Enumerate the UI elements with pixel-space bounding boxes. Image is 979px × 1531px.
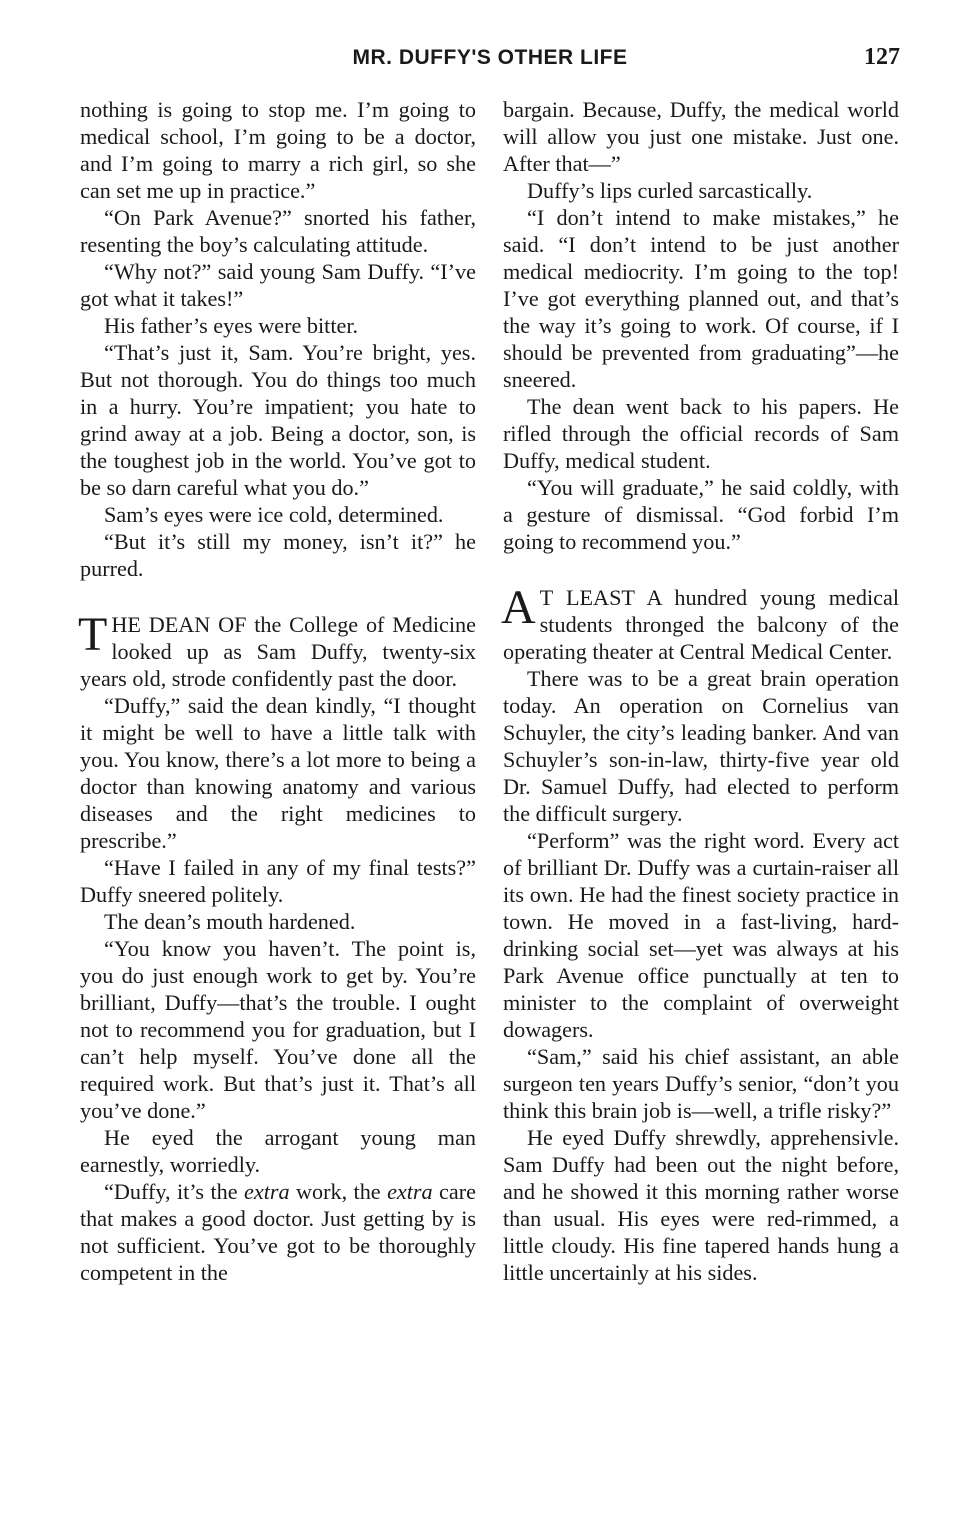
paragraph: “Perform” was the right word. Every act of brilliant Dr. Duffy was a curtain-raiser all its own. He had the finest society practice in town. He moved in a fast-living, hard-drinking social set—yet was always at his Park Avenue office punctually at ten to minister to the complaint of overweight dowagers.	[503, 828, 899, 1042]
page-number: 127	[864, 44, 900, 70]
text-run: care that makes a good doctor. Just getting by is not sufficient. You’ve got to be thoroughly competent in the	[80, 1179, 476, 1285]
running-title: MR. DUFFY'S OTHER LIFE	[352, 46, 628, 69]
paragraph: Duffy’s lips curled sarcastically.	[527, 178, 813, 203]
paragraph: “You know you haven’t. The point is, you do just enough work to get by. You’re brilliant, Duffy—that’s the trouble. I ought not to recommend you for graduation, but I can’t help myself. You’ve done all the required work. But that’s just it. That’s all you’ve done.”	[80, 936, 476, 1123]
paragraph: “Duffy,” said the dean kindly, “I thought it might be well to have a little talk with you. You know, there’s a lot more to being a doctor than knowing anatomy and various diseases and the right medicines to prescribe.”	[80, 693, 476, 853]
paragraph	[80, 1178, 476, 1286]
section-opening-paragraph	[78, 608, 476, 692]
paragraph: “Have I failed in any of my final tests?” Duffy sneered politely.	[80, 855, 476, 907]
paragraph: His father’s eyes were bitter.	[104, 313, 359, 338]
right-column	[503, 96, 899, 1286]
emphasis: extra	[387, 1179, 433, 1204]
paragraph: “That’s just it, Sam. You’re bright, yes. But not thorough. You do things too much in a hurry. You’re impatient; you hate to grind away at a job. Being a doctor, son, is the toughest job in the world. You’ve got to be so darn careful what you do.”	[80, 340, 476, 500]
paragraph: “On Park Avenue?” snorted his father, resenting the boy’s calculating attitude.	[80, 205, 476, 257]
opening-text: T LEAST A hundred young medical students thronged the balcony of the operating theater at Central Medical Center.	[503, 585, 899, 664]
text-run: work, the	[289, 1179, 388, 1204]
paragraph: “But it’s still my money, isn’t it?” he purred.	[80, 529, 476, 581]
page-header	[80, 44, 900, 80]
paragraph: “You will graduate,” he said coldly, with a gesture of dismissal. “God forbid I’m going to recommend you.”	[503, 475, 899, 554]
text-run: “Duffy, it’s the	[104, 1179, 244, 1204]
drop-cap: A	[501, 581, 536, 634]
paragraph: bargain. Because, Duffy, the medical world will allow you just one mistake. Just one. After that—”	[503, 97, 899, 176]
paragraph: He eyed the arrogant young man earnestly, worriedly.	[80, 1125, 476, 1177]
paragraph: Sam’s eyes were ice cold, determined.	[104, 502, 444, 527]
paragraph: “Why not?” said young Sam Duffy. “I’ve got what it takes!”	[80, 259, 476, 311]
paragraph: “Sam,” said his chief assistant, an able surgeon ten years Duffy’s senior, “don’t you think this brain job is—well, a trifle risky?”	[503, 1044, 899, 1123]
left-column	[80, 96, 476, 1286]
paragraph: “I don’t intend to make mistakes,” he said. “I don’t intend to be just another medical mediocrity. I’m going to the top! I’ve got everything planned out, and that’s the way it’s going to work. Of course, if I should be prevented from graduating”—he sneered.	[503, 205, 899, 392]
opening-text: HE DEAN OF the College of Medicine looked up as Sam Duffy, twenty-six years old, strode confidently past the door.	[80, 612, 476, 691]
paragraph: The dean went back to his papers. He rifled through the official records of Sam Duffy, medical student.	[503, 394, 899, 473]
paragraph: nothing is going to stop me. I’m going to medical school, I’m going to be a doctor, and I’m going to marry a rich girl, so she can set me up in practice.”	[80, 97, 476, 203]
paragraph: There was to be a great brain operation today. An operation on Cornelius van Schuyler, the city’s leading banker. And van Schuyler’s son-in-law, thirty-five year old Dr. Samuel Duffy, had elected to perform the difficult surgery.	[503, 666, 899, 826]
drop-cap: T	[78, 608, 108, 661]
section-opening-paragraph	[501, 581, 899, 665]
paragraph: He eyed Duffy shrewdly, apprehensivle. Sam Duffy had been out the night before, and he showed it this morning rather worse than usual. His eyes were red-rimmed, a little cloudy. His fine tapered hands hung a little uncertainly at his sides.	[503, 1125, 899, 1285]
emphasis: extra	[244, 1179, 290, 1204]
paragraph: The dean’s mouth hardened.	[104, 909, 356, 934]
